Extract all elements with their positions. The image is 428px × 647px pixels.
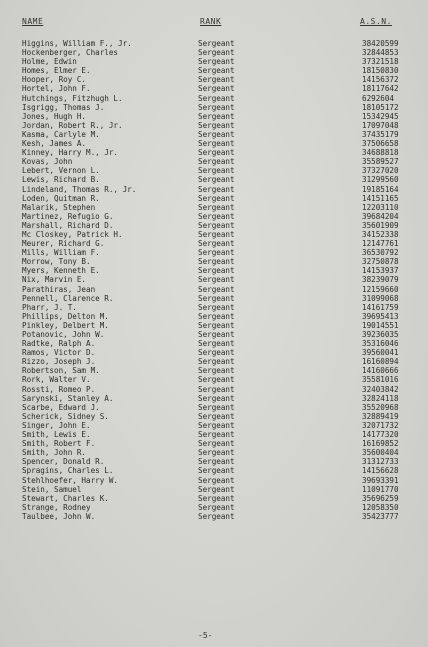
rank-cell: Sergeant	[198, 57, 235, 67]
table-row	[0, 84, 428, 93]
rank-cell: Sergeant	[198, 502, 235, 512]
rank-cell: Sergeant	[198, 457, 235, 467]
name-cell: Morrow, Tony B.	[22, 257, 91, 267]
name-cell: Hortel, John F.	[22, 84, 91, 94]
name-cell: Kasma, Carlyle M.	[22, 129, 100, 139]
asn-cell: 6292604	[362, 93, 395, 103]
table-row	[0, 348, 428, 357]
asn-cell: 37435179	[362, 129, 399, 139]
asn-cell: 38420599	[362, 39, 399, 48]
asn-cell: 35316046	[362, 339, 399, 349]
asn-cell: 12058350	[362, 502, 399, 512]
asn-cell: 36530792	[362, 248, 399, 258]
table-row	[0, 285, 428, 294]
name-cell: Martinez, Refugio G.	[22, 211, 114, 221]
name-cell: Hooper, Roy C.	[22, 75, 87, 85]
table-row	[0, 57, 428, 66]
rank-cell: Sergeant	[198, 229, 235, 239]
asn-cell: 11091770	[362, 484, 399, 494]
table-row	[0, 221, 428, 230]
table-row	[0, 248, 428, 257]
rank-cell: Sergeant	[198, 111, 235, 121]
asn-cell: 32889419	[362, 411, 399, 421]
table-row	[0, 303, 428, 312]
asn-cell: 39693391	[362, 475, 399, 485]
table-row	[0, 148, 428, 157]
name-cell: Spragins, Charles L.	[22, 466, 114, 476]
rank-cell: Sergeant	[198, 84, 235, 94]
rank-cell: Sergeant	[198, 102, 235, 112]
asn-cell: 14160666	[362, 366, 399, 376]
table-row	[0, 494, 428, 503]
name-cell: Scarbe, Edward J.	[22, 402, 100, 412]
asn-cell: 39560041	[362, 348, 399, 358]
table-row	[0, 257, 428, 266]
rank-cell: Sergeant	[198, 257, 235, 267]
name-cell: Pennell, Clarence R.	[22, 293, 114, 303]
asn-cell: 37506658	[362, 139, 399, 149]
table-row	[0, 130, 428, 139]
asn-cell: 14153937	[362, 266, 399, 276]
asn-cell: 32824118	[362, 393, 399, 403]
table-row	[0, 485, 428, 494]
table-row	[0, 394, 428, 403]
header-asn: A.S.N.	[360, 17, 392, 26]
rank-cell: Sergeant	[198, 93, 235, 103]
table-row	[0, 103, 428, 112]
table-row	[0, 430, 428, 439]
name-cell: Hockenberger, Charles	[22, 48, 119, 58]
rank-cell: Sergeant	[198, 193, 235, 203]
name-cell: Rork, Walter V.	[22, 375, 91, 385]
table-row	[0, 212, 428, 221]
table-row	[0, 448, 428, 457]
table-row	[0, 421, 428, 430]
rank-cell: Sergeant	[198, 39, 235, 48]
asn-cell: 16169852	[362, 439, 399, 449]
asn-cell: 18105172	[362, 102, 399, 112]
asn-cell: 31299560	[362, 175, 399, 185]
asn-cell: 38239079	[362, 275, 399, 285]
name-cell: Kesh, James A.	[22, 139, 87, 149]
table-row	[0, 175, 428, 184]
name-cell: Singer, John E.	[22, 420, 91, 430]
table-row	[0, 375, 428, 384]
name-cell: Pharr, J. T.	[22, 302, 77, 312]
table-row	[0, 466, 428, 475]
name-cell: Spencer, Donald R.	[22, 457, 105, 467]
name-cell: Higgins, William F., Jr.	[22, 39, 132, 48]
table-row	[0, 403, 428, 412]
name-cell: Marshall, Richard D.	[22, 220, 114, 230]
asn-cell: 14177320	[362, 430, 399, 440]
name-cell: Parathiras, Jean	[22, 284, 96, 294]
rank-cell: Sergeant	[198, 202, 235, 212]
asn-cell: 19185164	[362, 184, 399, 194]
rank-cell: Sergeant	[198, 339, 235, 349]
rank-cell: Sergeant	[198, 184, 235, 194]
rank-cell: Sergeant	[198, 239, 235, 249]
name-cell: Taulbee, John W.	[22, 511, 96, 521]
table-row	[0, 203, 428, 212]
name-cell: Rizzo, Joseph J.	[22, 357, 96, 367]
rank-cell: Sergeant	[198, 48, 235, 58]
asn-cell: 35601909	[362, 220, 399, 230]
asn-cell: 31312733	[362, 457, 399, 467]
asn-cell: 39684204	[362, 211, 399, 221]
table-row	[0, 312, 428, 321]
asn-cell: 32750878	[362, 257, 399, 267]
name-cell: Stehlhoefer, Harry W.	[22, 475, 119, 485]
table-row	[0, 166, 428, 175]
table-row	[0, 512, 428, 521]
header-rank: RANK	[200, 17, 222, 26]
table-row	[0, 194, 428, 203]
name-cell: Lewis, Richard B.	[22, 175, 100, 185]
name-cell: Sarynski, Stanley A.	[22, 393, 114, 403]
asn-cell: 19014551	[362, 320, 399, 330]
asn-cell: 39236035	[362, 330, 399, 339]
name-cell: Lindeland, Thomas R., Jr.	[22, 184, 137, 194]
asn-cell: 35600404	[362, 448, 399, 458]
name-cell: Smith, John R.	[22, 448, 87, 458]
table-row	[0, 239, 428, 248]
name-cell: Meurer, Richard G.	[22, 239, 105, 249]
rank-cell: Sergeant	[198, 348, 235, 358]
asn-cell: 31099068	[362, 293, 399, 303]
name-cell: Pinkley, Delbert M.	[22, 320, 109, 330]
name-cell: Mc Closkey, Patrick H.	[22, 229, 123, 239]
asn-cell: 12147761	[362, 239, 399, 249]
rank-cell: Sergeant	[198, 211, 235, 221]
name-cell: Smith, Lewis E.	[22, 430, 91, 440]
rank-cell: Sergeant	[198, 166, 235, 176]
table-row	[0, 139, 428, 148]
asn-cell: 35589527	[362, 157, 399, 167]
asn-cell: 16160894	[362, 357, 399, 367]
asn-cell: 35581016	[362, 375, 399, 385]
asn-cell: 39695413	[362, 311, 399, 321]
table-row	[0, 112, 428, 121]
rank-cell: Sergeant	[198, 439, 235, 449]
table-row	[0, 439, 428, 448]
rank-cell: Sergeant	[198, 311, 235, 321]
header-name: NAME	[22, 17, 44, 26]
rank-cell: Sergeant	[198, 75, 235, 85]
name-cell: Stewart, Charles K.	[22, 493, 109, 503]
table-row	[0, 412, 428, 421]
rank-cell: Sergeant	[198, 148, 235, 158]
asn-cell: 35696259	[362, 493, 399, 503]
asn-cell: 18117642	[362, 84, 399, 94]
asn-cell: 12159660	[362, 284, 399, 294]
asn-cell: 34688818	[362, 148, 399, 158]
table-row	[0, 294, 428, 303]
rank-cell: Sergeant	[198, 139, 235, 149]
table-row	[0, 185, 428, 194]
name-cell: Strange, Rodney	[22, 502, 91, 512]
asn-cell: 37321518	[362, 57, 399, 67]
rank-cell: Sergeant	[198, 220, 235, 230]
table-row	[0, 275, 428, 284]
name-cell: Ramos, Victor D.	[22, 348, 96, 358]
name-cell: Lebert, Vernon L.	[22, 166, 100, 176]
table-row	[0, 157, 428, 166]
name-cell: Stein, Samuel	[22, 484, 82, 494]
table-row	[0, 476, 428, 485]
rank-cell: Sergeant	[198, 484, 235, 494]
name-cell: Kovas, John	[22, 157, 73, 167]
rank-cell: Sergeant	[198, 120, 235, 130]
rank-cell: Sergeant	[198, 275, 235, 285]
rank-cell: Sergeant	[198, 266, 235, 276]
roster-list	[0, 39, 428, 521]
table-row	[0, 339, 428, 348]
rank-cell: Sergeant	[198, 420, 235, 430]
name-cell: Potanovic, John W.	[22, 330, 105, 339]
rank-cell: Sergeant	[198, 357, 235, 367]
asn-cell: 17097048	[362, 120, 399, 130]
name-cell: Isgrigg, Thomas J.	[22, 102, 105, 112]
rank-cell: Sergeant	[198, 384, 235, 394]
asn-cell: 14156628	[362, 466, 399, 476]
name-cell: Jones, Hugh H.	[22, 111, 87, 121]
asn-cell: 34152338	[362, 229, 399, 239]
asn-cell: 32844853	[362, 48, 399, 58]
asn-cell: 35520968	[362, 402, 399, 412]
rank-cell: Sergeant	[198, 330, 235, 339]
name-cell: Hutchings, Fitzhugh L.	[22, 93, 123, 103]
name-cell: Mills, William F.	[22, 248, 100, 258]
asn-cell: 32071732	[362, 420, 399, 430]
asn-cell: 35423777	[362, 511, 399, 521]
name-cell: Radtke, Ralph A.	[22, 339, 96, 349]
name-cell: Jordan, Robert R., Jr.	[22, 120, 123, 130]
name-cell: Scherick, Sidney S.	[22, 411, 109, 421]
rank-cell: Sergeant	[198, 66, 235, 76]
asn-cell: 14151165	[362, 193, 399, 203]
name-cell: Homes, Elmer E.	[22, 66, 91, 76]
name-cell: Loden, Quitman R.	[22, 193, 100, 203]
name-cell: Myers, Kenneth E.	[22, 266, 100, 276]
table-row	[0, 330, 428, 339]
name-cell: Phillips, Delton M.	[22, 311, 109, 321]
rank-cell: Sergeant	[198, 402, 235, 412]
name-cell: Holme, Edwin	[22, 57, 77, 67]
rank-cell: Sergeant	[198, 366, 235, 376]
rank-cell: Sergeant	[198, 475, 235, 485]
name-cell: Kinney, Harry M., Jr.	[22, 148, 119, 158]
rank-cell: Sergeant	[198, 284, 235, 294]
rank-cell: Sergeant	[198, 302, 235, 312]
rank-cell: Sergeant	[198, 375, 235, 385]
rank-cell: Sergeant	[198, 430, 235, 440]
table-row	[0, 385, 428, 394]
table-row	[0, 321, 428, 330]
asn-cell: 37327020	[362, 166, 399, 176]
name-cell: Malarik, Stephen	[22, 202, 96, 212]
rank-cell: Sergeant	[198, 157, 235, 167]
rank-cell: Sergeant	[198, 320, 235, 330]
table-row	[0, 457, 428, 466]
rank-cell: Sergeant	[198, 393, 235, 403]
table-row	[0, 94, 428, 103]
asn-cell: 18150830	[362, 66, 399, 76]
rank-cell: Sergeant	[198, 129, 235, 139]
rank-cell: Sergeant	[198, 511, 235, 521]
name-cell: Smith, Robert F.	[22, 439, 96, 449]
table-row	[0, 39, 428, 48]
asn-cell: 12203110	[362, 202, 399, 212]
table-row	[0, 230, 428, 239]
table-row	[0, 66, 428, 75]
name-cell: Nix, Marvin E.	[22, 275, 87, 285]
asn-cell: 15342945	[362, 111, 399, 121]
name-cell: Robertson, Sam M.	[22, 366, 100, 376]
page-number: -5-	[198, 631, 213, 640]
asn-cell: 32403842	[362, 384, 399, 394]
table-row	[0, 357, 428, 366]
rank-cell: Sergeant	[198, 175, 235, 185]
table-row	[0, 366, 428, 375]
rank-cell: Sergeant	[198, 411, 235, 421]
asn-cell: 14156372	[362, 75, 399, 85]
table-row	[0, 266, 428, 275]
rank-cell: Sergeant	[198, 293, 235, 303]
name-cell: Rossti, Romeo P.	[22, 384, 96, 394]
table-row	[0, 48, 428, 57]
rank-cell: Sergeant	[198, 493, 235, 503]
asn-cell: 14161759	[362, 302, 399, 312]
rank-cell: Sergeant	[198, 448, 235, 458]
table-row	[0, 75, 428, 84]
rank-cell: Sergeant	[198, 466, 235, 476]
table-row	[0, 121, 428, 130]
rank-cell: Sergeant	[198, 248, 235, 258]
table-row	[0, 503, 428, 512]
